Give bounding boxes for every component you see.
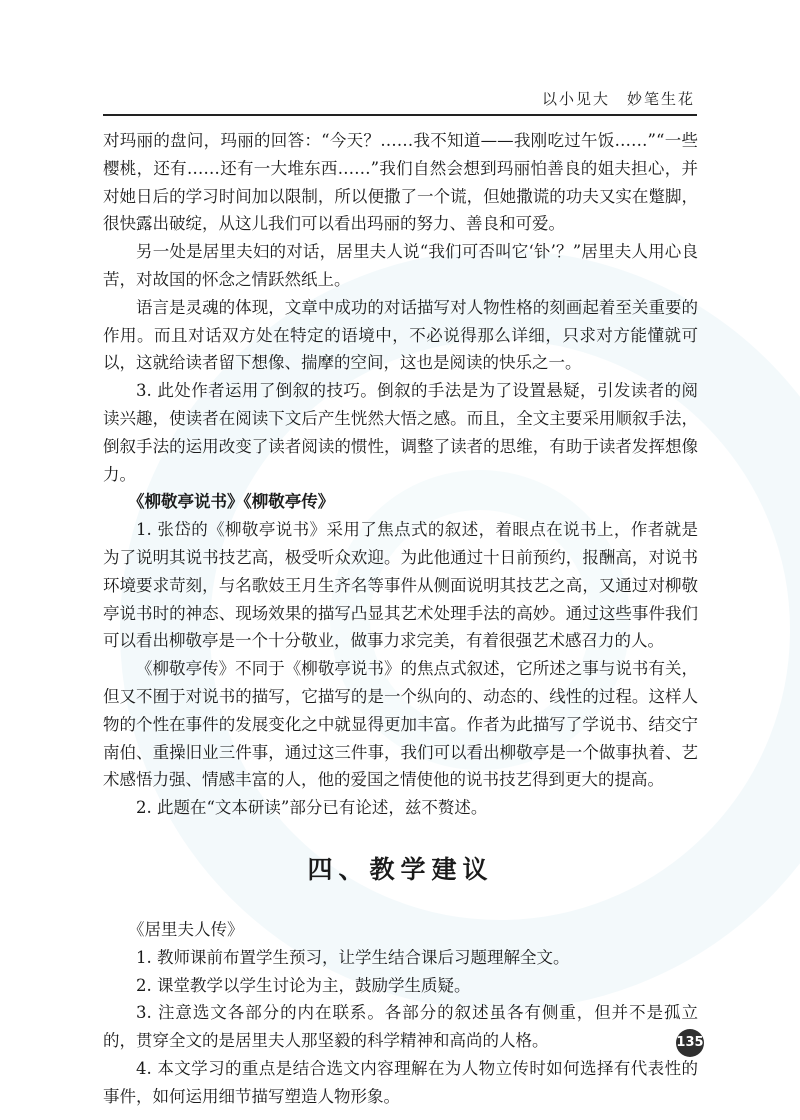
running-title: 以小见大 妙笔生花 <box>541 90 695 108</box>
paragraph: 对玛丽的盘问，玛丽的回答：“今天？……我不知道——我刚吃过午饭……”“一些樱桃，还有……还有一大堆东西……”我们自然会想到玛丽怕善良的姐夫担心，并对她日后的学习时间加以限制，所以便撒了一个谎，但她撒谎的功夫又实在蹩脚，很快露出破绽，从这儿我们可以看出玛丽的努力、善良和可爱。 <box>103 131 698 234</box>
page-content <box>103 127 698 1111</box>
paragraph: 2. 此题在“文本研读”部分已有论述，兹不赘述。 <box>136 798 488 818</box>
subheading: 《居里夫人传》 <box>128 919 244 939</box>
paragraph: 3. 注意选文各部分的内在联系。各部分的叙述虽各有侧重，但并不是孤立的，贯穿全文的是居里夫人那坚毅的科学精神和高尚的人格。 <box>103 1003 698 1051</box>
paragraph: 3. 此处作者运用了倒叙的技巧。倒叙的手法是为了设置悬疑，引发读者的阅读兴趣，使读者在阅读下文后产生恍然大悟之感。而且，全文主要采用顺叙手法，倒叙手法的运用改变了读者阅读的惯性，调整了读者的思维，有助于读者发挥想像力。 <box>103 381 698 484</box>
paragraph: 2. 课堂教学以学生讨论为主，鼓励学生质疑。 <box>136 975 471 995</box>
paragraph: 1. 教师课前布置学生预习，让学生结合课后习题理解全文。 <box>136 947 570 967</box>
page-number-badge: 135 <box>676 1029 704 1057</box>
paragraph: 另一处是居里夫妇的对话，居里夫人说“我们可否叫它‘钋’？”居里夫人用心良苦，对故国的怀念之情跃然纸上。 <box>103 242 698 289</box>
paragraph: 《柳敬亭传》不同于《柳敬亭说书》的焦点式叙述，它所述之事与说书有关，但又不囿于对说书的描写，它描写的是一个纵向的、动态的、线性的过程。这样人物的个性在事件的发展变化之中就显得更加丰富。作者为此描写了学说书、结交宁南伯、重操旧业三件事，通过这三件事，我们可以看出柳敬亭是一个做事执着、艺术感悟力强、情感丰富的人，他的爱国之情使他的说书技艺得到更大的提高。 <box>103 659 698 790</box>
page-header <box>103 86 697 116</box>
section-title: 四、教学建议 <box>307 854 494 884</box>
paragraph: 1. 张岱的《柳敬亭说书》采用了焦点式的叙述，着眼点在说书上，作者就是为了说明其说书技艺高，极受听众欢迎。为此他通过十日前预约，报酬高，对说书环境要求苛刻，与名歌妓王月生齐名等事件从侧面说明其技艺之高，又通过对柳敬亭说书时的神态、现场效果的描写凸显其艺术处理手法的高妙。通过这些事件我们可以看出柳敬亭是一个十分敬业，做事力求完美，有着很强艺术感召力的人。 <box>103 520 698 651</box>
paragraph: 4. 本文学习的重点是结合选文内容理解在为人物立传时如何选择有代表性的事件，如何运用细节描写塑造人物形象。 <box>103 1058 698 1106</box>
subheading: 《柳敬亭说书》《柳敬亭传》 <box>128 492 335 512</box>
paragraph: 语言是灵魂的体现，文章中成功的对话描写对人物性格的刻画起着至关重要的作用。而且对话双方处在特定的语境中，不必说得那么详细，只求对方能懂就可以，这就给读者留下想像、揣摩的空间，这也是阅读的快乐之一。 <box>103 297 698 373</box>
